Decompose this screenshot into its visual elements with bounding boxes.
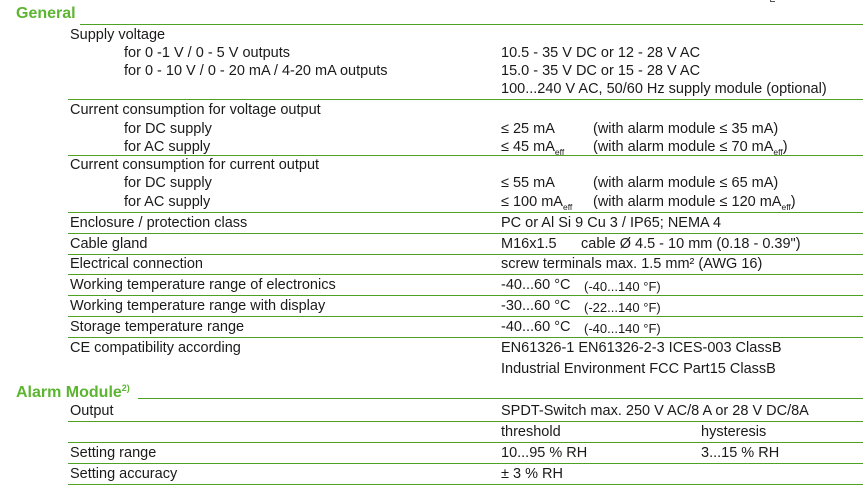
row-divider bbox=[68, 254, 863, 255]
cc-current-label: Current consumption for current output bbox=[70, 157, 320, 173]
supply-voltage-row1-value: 10.5 - 35 V DC or 12 - 28 V AC bbox=[501, 45, 701, 61]
electrical-connection-label: Electrical connection bbox=[70, 256, 203, 272]
cc-voltage-ac-label: for AC supply bbox=[124, 139, 211, 155]
ce-label: CE compatibility according bbox=[70, 340, 241, 356]
heading-rule-general bbox=[80, 24, 863, 25]
temp-display-value: -30...60 °C bbox=[501, 298, 571, 314]
cc-current-dc-note: (with alarm module ≤ 65 mA) bbox=[593, 175, 779, 191]
cc-current-dc-value: ≤ 55 mA bbox=[501, 175, 555, 191]
row-divider bbox=[68, 233, 863, 234]
supply-voltage-label: Supply voltage bbox=[70, 27, 166, 43]
supply-voltage-row3-value: 100...240 V AC, 50/60 Hz supply module (optional) bbox=[501, 81, 827, 97]
temp-storage-value: -40...60 °C bbox=[501, 319, 571, 335]
cc-voltage-ac-note: (with alarm module ≤ 70 $mA_{eff}$) bbox=[593, 139, 788, 157]
row-divider bbox=[68, 316, 863, 317]
electrical-connection-value: screw terminals max. 1.5 mm² (AWG 16) bbox=[501, 256, 763, 272]
hysteresis-column-header: hysteresis bbox=[701, 424, 767, 440]
cc-current-ac-value: ≤ 100 $mA_{eff}$ bbox=[501, 194, 573, 212]
temp-electronics-value: -40...60 °C bbox=[501, 277, 571, 293]
row-divider bbox=[68, 274, 863, 275]
setting-range-threshold: 10...95 % RH bbox=[501, 445, 588, 461]
setting-accuracy-label: Setting accuracy bbox=[70, 466, 178, 482]
top-corner-mark bbox=[770, 0, 775, 2]
temp-display-note: (-22...140 °F) bbox=[584, 300, 661, 315]
supply-voltage-row2-label: for 0 - 10 V / 0 - 20 mA / 4-20 mA outputs bbox=[124, 63, 388, 79]
setting-accuracy-value: ± 3 % RH bbox=[501, 466, 563, 482]
alarm-output-label: Output bbox=[70, 403, 114, 419]
section-heading-alarm-module: Alarm Module$^{2)}$ bbox=[16, 383, 130, 401]
setting-range-label: Setting range bbox=[70, 445, 157, 461]
cc-current-ac-label: for AC supply bbox=[124, 194, 211, 210]
ce-value-line1: EN61326-1 EN61326-2-3 ICES-003 ClassB bbox=[501, 340, 782, 356]
row-divider bbox=[68, 99, 863, 100]
row-divider bbox=[68, 212, 863, 213]
supply-voltage-row2-value: 15.0 - 35 V DC or 15 - 28 V AC bbox=[501, 63, 701, 79]
cc-current-dc-label: for DC supply bbox=[124, 175, 212, 191]
cc-voltage-label: Current consumption for voltage output bbox=[70, 102, 321, 118]
enclosure-label: Enclosure / protection class bbox=[70, 215, 248, 231]
heading-rule-alarm bbox=[138, 398, 863, 399]
cc-voltage-dc-note: (with alarm module ≤ 35 mA) bbox=[593, 121, 779, 137]
cable-gland-note: cable Ø 4.5 - 10 mm (0.18 - 0.39") bbox=[581, 236, 801, 252]
cc-current-ac-note: (with alarm module ≤ 120 $mA_{eff}$) bbox=[593, 194, 796, 212]
alarm-output-value: SPDT-Switch max. 250 V AC/8 A or 28 V DC/8A bbox=[501, 403, 809, 419]
row-divider bbox=[68, 421, 863, 422]
row-divider bbox=[68, 337, 863, 338]
enclosure-value: PC or Al Si 9 Cu 3 / IP65; NEMA 4 bbox=[501, 215, 722, 231]
ce-value-line2: Industrial Environment FCC Part15 ClassB bbox=[501, 361, 776, 377]
row-divider bbox=[68, 155, 863, 156]
temp-electronics-label: Working temperature range of electronics bbox=[70, 277, 336, 293]
row-divider bbox=[68, 484, 863, 485]
temp-storage-note: (-40...140 °F) bbox=[584, 321, 661, 336]
temp-storage-label: Storage temperature range bbox=[70, 319, 245, 335]
threshold-column-header: threshold bbox=[501, 424, 561, 440]
cable-gland-value: M16x1.5 bbox=[501, 236, 557, 252]
temp-electronics-note: (-40...140 °F) bbox=[584, 279, 661, 294]
cable-gland-label: Cable gland bbox=[70, 236, 148, 252]
row-divider bbox=[68, 295, 863, 296]
supply-voltage-row1-label: for 0 -1 V / 0 - 5 V outputs bbox=[124, 45, 291, 61]
cc-voltage-dc-value: ≤ 25 mA bbox=[501, 121, 555, 137]
cc-voltage-dc-label: for DC supply bbox=[124, 121, 212, 137]
section-heading-general: General bbox=[16, 5, 76, 22]
temp-display-label: Working temperature range with display bbox=[70, 298, 326, 314]
setting-range-hysteresis: 3...15 % RH bbox=[701, 445, 780, 461]
row-divider bbox=[68, 463, 863, 464]
row-divider bbox=[68, 442, 863, 443]
cc-voltage-ac-value: ≤ 45 $mA_{eff}$ bbox=[501, 139, 565, 157]
